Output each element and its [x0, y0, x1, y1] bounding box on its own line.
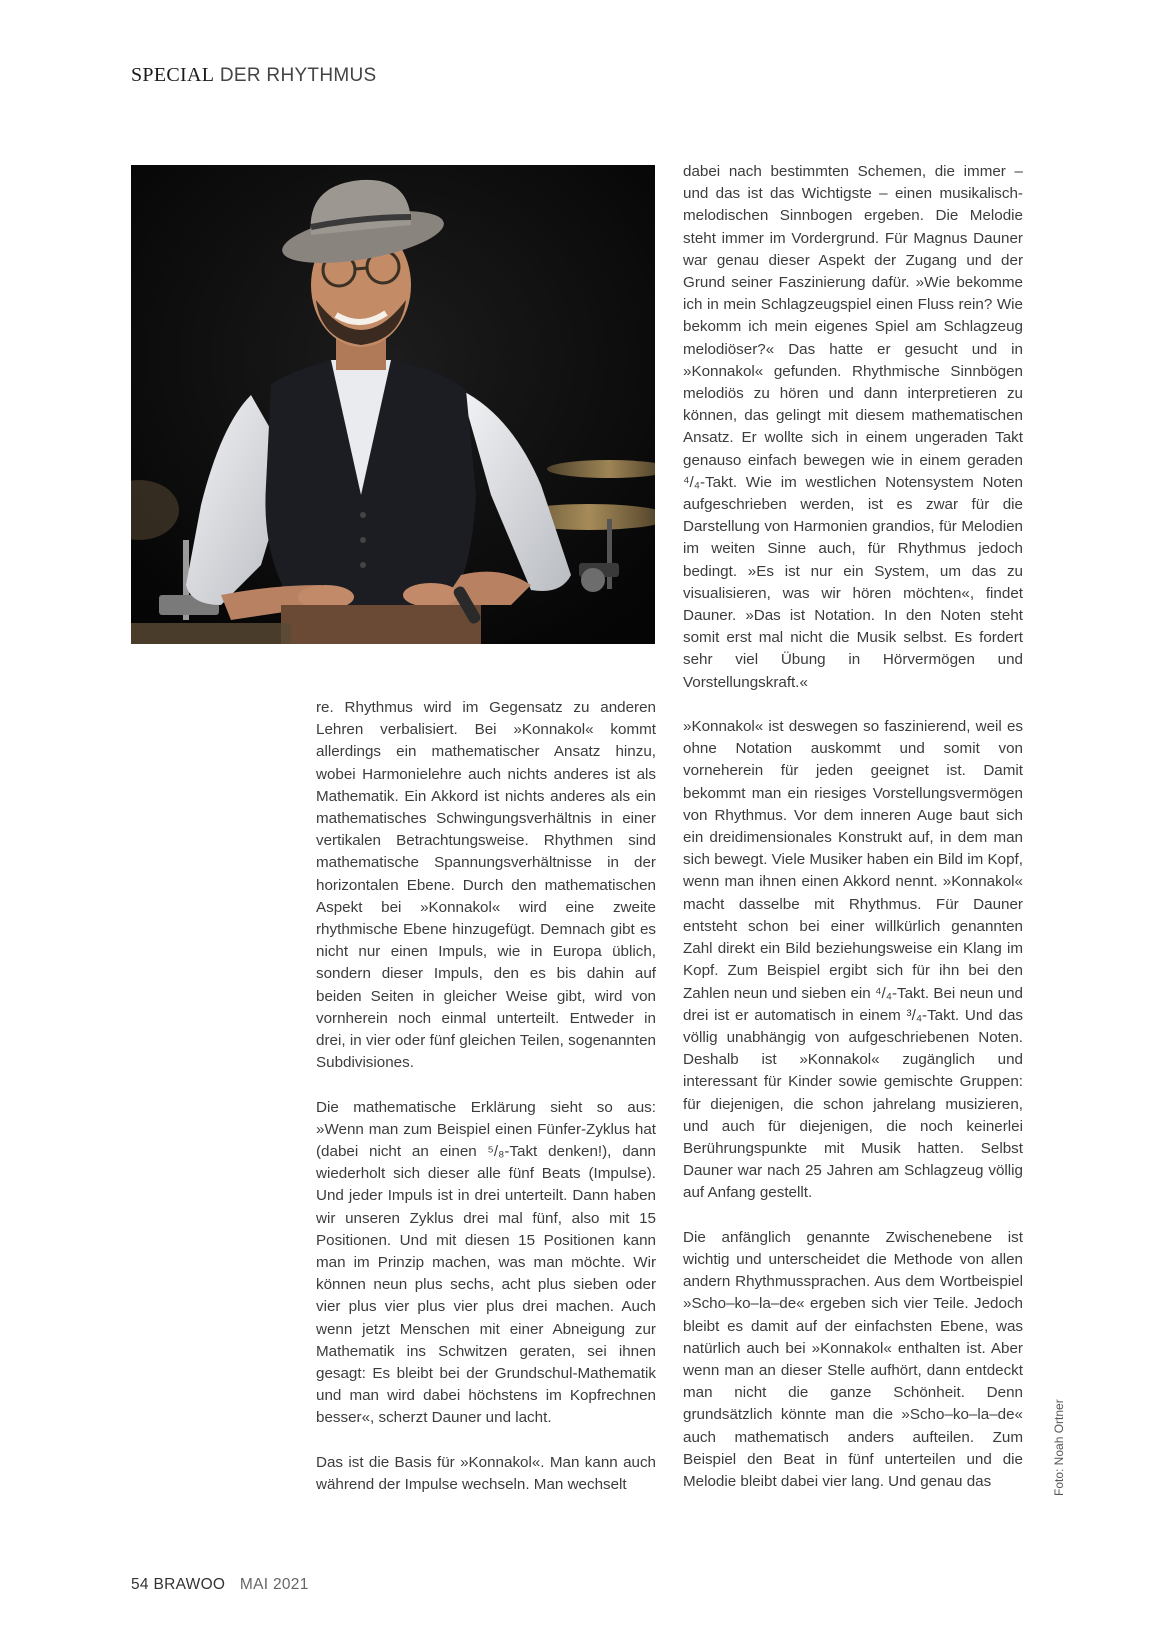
- section-topic: DER RHYTHMUS: [219, 65, 377, 86]
- paragraph: »Konnakol« ist deswegen so faszinierend, weil es ohne Notation auskommt und somit von vorneherein für jeden geeignet ist. Damit bekommt man ein riesiges Vorstellungsvermögen von Rhythmus. Vor dem inneren Auge baut sich ein dreidimensionales Konstrukt auf, in dem man sich bewegt. Viele Musiker haben ein Bild im Kopf, wenn man ihnen einen Akkord nennt. »Konnakol« macht dasselbe mit Rhythmus. Für Dauner entsteht schon bei einer willkürlich genannten Zahl direkt ein Bild beziehungsweise ein Klang im Kopf. Zum Beispiel ergibt sich für ihn bei den Zahlen neun und sieben ein ⁴/₄-Takt. Bei neun und drei ist er automatisch in einem ³/₄-Takt. Und das völlig unabhängig von aufgeschriebenen Noten. Deshalb ist »Konnakol« zugänglich und interessant für Kinder sowie gemischte Gruppen: für diejenigen, die schon jahrelang musizieren, und auch für diejenigen, die noch keinerlei Berührungspunkte mit Musik hatten. Selbst Dauner war nach 25 Jahren am Schlagzeug völlig auf Anfang gestellt.: [683, 718, 1023, 1202]
- paragraph: Das ist die Basis für »Konnakol«. Man kann auch während der Impulse wechseln. Man wechselt: [316, 1453, 656, 1494]
- section-label: SPECIAL: [131, 64, 215, 86]
- paragraph: Die mathematische Erklärung sieht so aus: »Wenn man zum Beispiel einen Fünfer-Zyklus hat (dabei nicht an einen ⁵/₈-Takt denken!), dann wiederholt sich dieser alle fünf Beats (Impulse). Und jeder Impuls ist in drei unterteilt. Dann haben wir unseren Zyklus drei mal fünf, also mit 15 Positionen. Und mit diesen 15 Positionen kann man im Prinzip machen, was man möchte. Wir können neun plus sechs, acht plus sieben oder vier plus vier plus vier plus drei machen. Auch wenn jetzt Menschen mit einer Abneigung zur Mathematik ins Schwitzen geraten, sei ihnen gesagt: Es bleibt bei der Grundschul-Mathematik und man wird dabei höchstens im Kopfrechnen besser«, scherzt Dauner und lacht.: [316, 1098, 656, 1427]
- paragraph: dabei nach bestimmten Schemen, die immer – und das ist das Wichtigste – einen musikalisch-melodischen Sinnbogen ergeben. Die Melodie steht immer im Vordergrund. Für Magnus Dauner war genau dieser Aspekt der Zugang und der Grund seiner Faszinierung dafür. »Wie bekomme ich in mein Schlagzeugspiel einen Fluss rein? Wie bekomm ich mein eigenes Spiel am Schlagzeug melodiöser?« Das hatte er gesucht und in »Konnakol« gefunden. Rhythmische Sinnbögen melodiös zu hören und dann interpretieren zu können, das gelingt mit diesem mathematischen Ansatz. Er wollte sich in einem ungeraden Takt genauso einfach bewegen wie in einem geraden ⁴/₄-Takt. Wie im westlichen Notensystem Noten aufgeschrieben werden, ist es zwar für die Darstellung von Harmonien grandios, für Melodien im weiten Sinne auch, für Rhythmus jedoch bedingt. »Es ist nur ein System, um das zu visualisieren, was wir hören möchten«, findet Dauner. »Das ist Notation. In den Noten steht somit erst mal nicht die Musik selbst. Es fordert sehr viel Übung in Hörvermögen und Vorstellungskraft.«: [683, 163, 1023, 691]
- article-column-left: [316, 697, 656, 1496]
- photo-credit: Foto: Noah Ortner: [1052, 1399, 1066, 1496]
- issue-date: MAI 2021: [239, 1576, 309, 1593]
- paragraph: Die anfänglich genannte Zwischenebene ist wichtig und unterscheidet die Methode von allen andern Rhythmussprachen. Aus dem Wortbeispiel »Scho–ko–la–de« ergeben sich vier Teile. Jedoch bleibt es damit auf der einfachsten Ebene, was natürlich auch bei »Konnakol« enthalten ist. Aber wenn man an dieser Stelle aufhört, dann entdeckt man nicht die ganze Schönheit. Denn grundsätzlich könnte man die »Scho–ko–la–de« auch mathematisch anders aufteilen. Zum Beispiel den Beat in fünf unterteilen und die Melodie bleibt dabei vier lang. Und genau das: [683, 1228, 1023, 1490]
- page-footer: [131, 1576, 309, 1594]
- page-number: 54: [131, 1576, 149, 1593]
- page-header: [131, 64, 377, 87]
- paragraph: re. Rhythmus wird im Gegensatz zu anderen Lehren verbalisiert. Bei »Konnakol« kommt allerdings ein mathematischer Ansatz hinzu, wobei Harmonielehre auch nichts anderes ist als Mathematik. Ein Akkord ist nichts anderes als ein mathematisches Schwingungsverhältnis in einer vertikalen Betrachtungsweise. Rhythmen sind mathematische Spannungsverhältnisse in der horizontalen Ebene. Durch den mathematischen Aspekt bei »Konnakol« wird eine zweite rhythmische Ebene hinzugefügt. Demnach gibt es nicht nur einen Impuls, wie in Europa üblich, sondern dieser Impuls, den es bis dahin auf beiden Seiten in gleicher Weise gibt, wird von vornherein noch einmal unterteilt. Entweder in drei, in vier oder fünf gleichen Teilen, sogenannten Subdivisiones.: [316, 699, 656, 1072]
- article-column-right: [683, 161, 1023, 1493]
- magazine-name: BRAWOO: [153, 1576, 226, 1593]
- drummer-photo: [131, 165, 655, 644]
